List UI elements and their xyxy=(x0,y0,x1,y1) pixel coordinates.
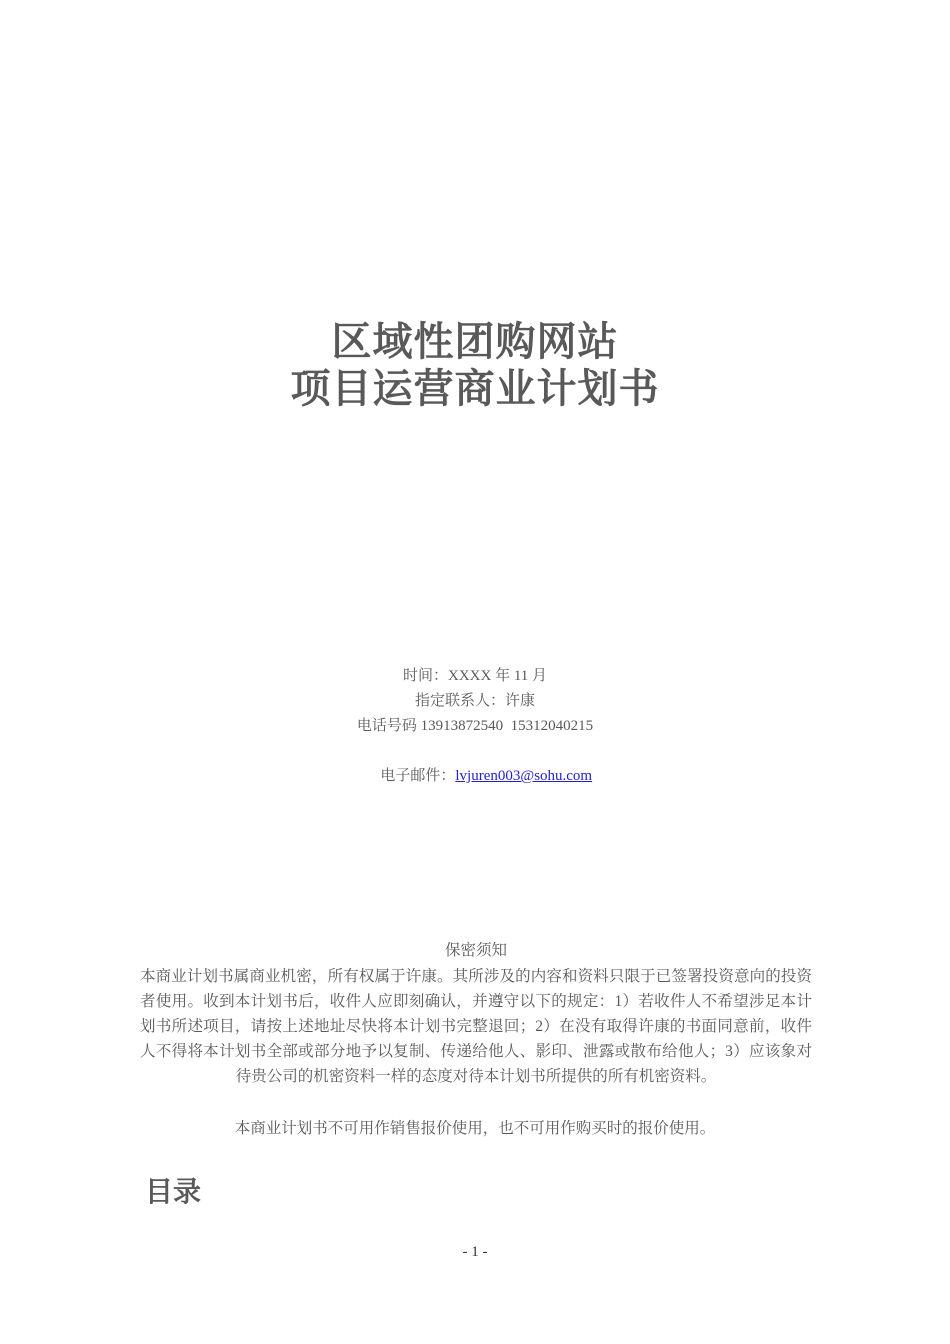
contact-phone: 电话号码 13913872540 15312040215 xyxy=(356,718,594,734)
confidentiality-section xyxy=(140,938,812,1089)
email-link[interactable]: lvjuren003@sohu.com xyxy=(455,768,593,784)
page-number: - 1 - xyxy=(462,1244,488,1260)
contact-person: 指定联系人：许康 xyxy=(414,693,535,709)
document-title xyxy=(0,318,950,412)
confidentiality-body: 本商业计划书属商业机密，所有权属于许康。其所涉及的内容和资料只限于已签署投资意向的投资者使用。收到本计划书后，收件人应即刻确认，并遵守以下的规定：1）若收件人不希望涉足本计划书所述项目，请按上述地址尽快将本计划书完整退回；2）在没有取得许康的书面同意前，收件人不得将本计划书全部或部分地予以复制、传递给他人、影印、泄露或散布给他人；3）应该象对待贵公司的机密资料一样的态度对待本计划书所提供的所有机密资料。 xyxy=(140,968,812,1085)
title-line-1: 区域性团购网站 xyxy=(331,319,619,364)
toc-heading: 目录 xyxy=(145,1177,202,1208)
quote-restriction-note: 本商业计划书不可用作销售报价使用，也不可用作购买时的报价使用。 xyxy=(234,1120,716,1137)
contact-email-row xyxy=(0,739,950,814)
title-line-2: 项目运营商业计划书 xyxy=(290,366,660,411)
confidentiality-heading: 保密须知 xyxy=(444,942,507,959)
contact-block xyxy=(0,664,950,814)
contact-time: 时间：XXXX 年 11 月 xyxy=(402,668,548,684)
email-label: 电子邮件： xyxy=(380,768,456,784)
